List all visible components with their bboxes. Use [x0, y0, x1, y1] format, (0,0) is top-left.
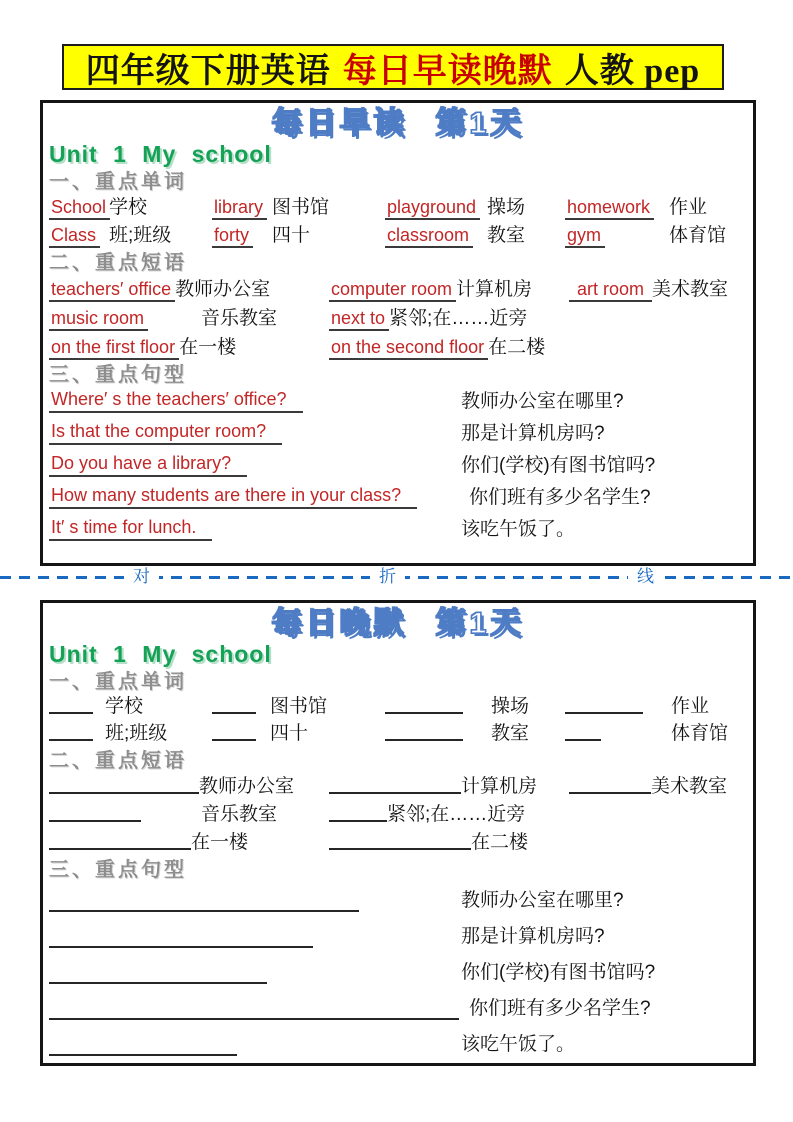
- phrases-heading: 二、重点短语: [49, 750, 187, 772]
- answer-blank: [385, 724, 463, 741]
- word-zh: 操场: [491, 696, 530, 717]
- sentence-en: Where′ s the teachers′ office?: [49, 389, 303, 413]
- phrase-zh: 计算机房: [456, 279, 533, 300]
- phrase-row: [49, 775, 747, 800]
- phrase-row: [49, 831, 747, 856]
- word-zh: 图书馆: [272, 197, 330, 218]
- phrase-zh: 音乐教室: [201, 804, 278, 825]
- sentence-zh: 你们(学校)有图书馆吗?: [461, 455, 656, 476]
- phrase-en: computer room: [329, 279, 456, 302]
- words-heading: 一、重点单词: [49, 171, 187, 193]
- evening-day-prefix: 第: [435, 607, 470, 640]
- answer-blank: [49, 805, 141, 822]
- answer-blank: [385, 697, 463, 714]
- answer-blank: [212, 724, 256, 741]
- phrase-row: [49, 803, 747, 828]
- morning-day-number: 1: [469, 107, 491, 140]
- phrase-en: next to: [329, 308, 389, 331]
- evening-dictation-sheet: [40, 600, 756, 1066]
- answer-blank: [49, 724, 93, 741]
- answer-blank: [569, 777, 651, 794]
- word-row: [49, 195, 747, 221]
- phrase-zh: 美术教室: [652, 279, 729, 300]
- word-zh: 学校: [105, 696, 144, 717]
- phrase-en: on the first floor: [49, 337, 179, 360]
- sentence-row: [49, 419, 747, 451]
- evening-day-number: 1: [469, 607, 491, 640]
- answer-blank: [49, 931, 313, 948]
- sentence-row: [49, 990, 747, 1026]
- phrase-zh: 计算机房: [461, 776, 538, 797]
- answer-blank: [565, 724, 601, 741]
- answer-blank: [565, 697, 643, 714]
- sentences-heading: 三、重点句型: [49, 364, 187, 386]
- phrase-en: art room: [569, 279, 652, 302]
- phrase-zh: 紧邻;在……近旁: [389, 308, 528, 329]
- word-en: gym: [565, 225, 605, 248]
- answer-blank: [49, 697, 93, 714]
- phrase-zh: 教师办公室: [175, 279, 271, 300]
- sentence-zh: 教师办公室在哪里?: [461, 890, 624, 911]
- answer-blank: [49, 1003, 459, 1020]
- sentence-zh: 那是计算机房吗?: [461, 926, 605, 947]
- word-zh: 班;班级: [109, 225, 172, 246]
- answer-blank: [49, 967, 267, 984]
- phrase-zh: 在一楼: [191, 832, 249, 853]
- word-en: forty: [212, 225, 253, 248]
- answer-blank: [49, 833, 191, 850]
- fold-label: 折: [370, 566, 405, 587]
- word-zh: 学校: [109, 197, 148, 218]
- phrase-en: music room: [49, 308, 148, 331]
- sentence-row: [49, 387, 747, 419]
- answer-blank: [329, 833, 471, 850]
- phrase-zh: 音乐教室: [201, 308, 278, 329]
- morning-day-prefix: 第: [435, 107, 470, 140]
- sentences-heading: 三、重点句型: [49, 859, 187, 881]
- unit-title: Unit 1 My school: [49, 641, 272, 667]
- word-en: classroom: [385, 225, 473, 248]
- word-row: [49, 722, 747, 747]
- word-zh: 教室: [487, 225, 526, 246]
- word-zh: 操场: [487, 197, 526, 218]
- word-zh: 作业: [669, 197, 708, 218]
- word-zh: 班;班级: [105, 723, 168, 744]
- page-title-banner: [62, 44, 724, 90]
- sentence-row: [49, 918, 747, 954]
- sentence-row: [49, 882, 747, 918]
- sentence-row: [49, 483, 747, 515]
- unit-title: Unit 1 My school: [49, 141, 272, 167]
- phrase-row: [49, 335, 747, 361]
- word-row: [49, 223, 747, 249]
- sentence-row: [49, 1026, 747, 1062]
- phrase-row: [49, 306, 747, 332]
- phrase-zh: 教师办公室: [199, 776, 295, 797]
- sentence-zh: 你们班有多少名学生?: [469, 998, 651, 1019]
- phrases-heading: 二、重点短语: [49, 252, 187, 274]
- word-en: playground: [385, 197, 480, 220]
- sentence-en: It′ s time for lunch.: [49, 517, 212, 541]
- word-zh: 教室: [491, 723, 530, 744]
- evening-day-suffix: 天: [490, 607, 525, 640]
- morning-reading-sheet: [40, 100, 756, 566]
- word-row: [49, 695, 747, 720]
- banner-grade-text: 四年级下册英语: [85, 52, 331, 90]
- sentence-row: [49, 954, 747, 990]
- answer-blank: [49, 1039, 237, 1056]
- sentence-row: [49, 451, 747, 483]
- word-en: homework: [565, 197, 654, 220]
- evening-title-text: 每日晚默: [271, 607, 408, 640]
- word-zh: 体育馆: [671, 723, 729, 744]
- phrase-zh: 美术教室: [651, 776, 728, 797]
- sentence-zh: 你们班有多少名学生?: [469, 487, 651, 508]
- sentence-zh: 教师办公室在哪里?: [461, 391, 624, 412]
- fold-label: 对: [124, 566, 159, 587]
- word-zh: 作业: [671, 696, 710, 717]
- answer-blank: [329, 777, 461, 794]
- phrase-zh: 紧邻;在……近旁: [387, 804, 526, 825]
- sentence-zh: 该吃午饭了。: [461, 519, 576, 540]
- sentence-en: Is that the computer room?: [49, 421, 282, 445]
- phrase-en: on the second floor: [329, 337, 488, 360]
- phrase-zh: 在二楼: [471, 832, 529, 853]
- fold-dashed-line: [0, 567, 793, 586]
- banner-topic-text: 每日早读晚默: [342, 52, 553, 90]
- answer-blank: [212, 697, 256, 714]
- sentence-zh: 那是计算机房吗?: [461, 423, 605, 444]
- word-en: School: [49, 197, 110, 220]
- sentence-row: [49, 515, 747, 547]
- words-heading: 一、重点单词: [49, 671, 187, 693]
- word-zh: 体育馆: [669, 225, 727, 246]
- sentence-zh: 你们(学校)有图书馆吗?: [461, 962, 656, 983]
- sentence-zh: 该吃午饭了。: [461, 1034, 576, 1055]
- answer-blank: [49, 777, 199, 794]
- morning-sheet-title: [49, 107, 747, 141]
- word-zh: 四十: [270, 723, 309, 744]
- phrase-zh: 在一楼: [179, 337, 237, 358]
- evening-sheet-title: [49, 607, 747, 641]
- sentence-en: Do you have a library?: [49, 453, 247, 477]
- answer-blank: [329, 805, 387, 822]
- phrase-en: teachers′ office: [49, 279, 175, 302]
- word-en: library: [212, 197, 267, 220]
- word-zh: 图书馆: [270, 696, 328, 717]
- word-zh: 四十: [272, 225, 311, 246]
- banner-edition-text: 人教 pep: [564, 52, 701, 90]
- sentence-en: How many students are there in your class?: [49, 485, 417, 509]
- answer-blank: [49, 895, 359, 912]
- morning-title-text: 每日早读: [271, 107, 408, 140]
- word-en: Class: [49, 225, 100, 248]
- phrase-zh: 在二楼: [488, 337, 546, 358]
- morning-day-suffix: 天: [490, 107, 525, 140]
- fold-label: 线: [628, 566, 663, 587]
- phrase-row: [49, 277, 747, 303]
